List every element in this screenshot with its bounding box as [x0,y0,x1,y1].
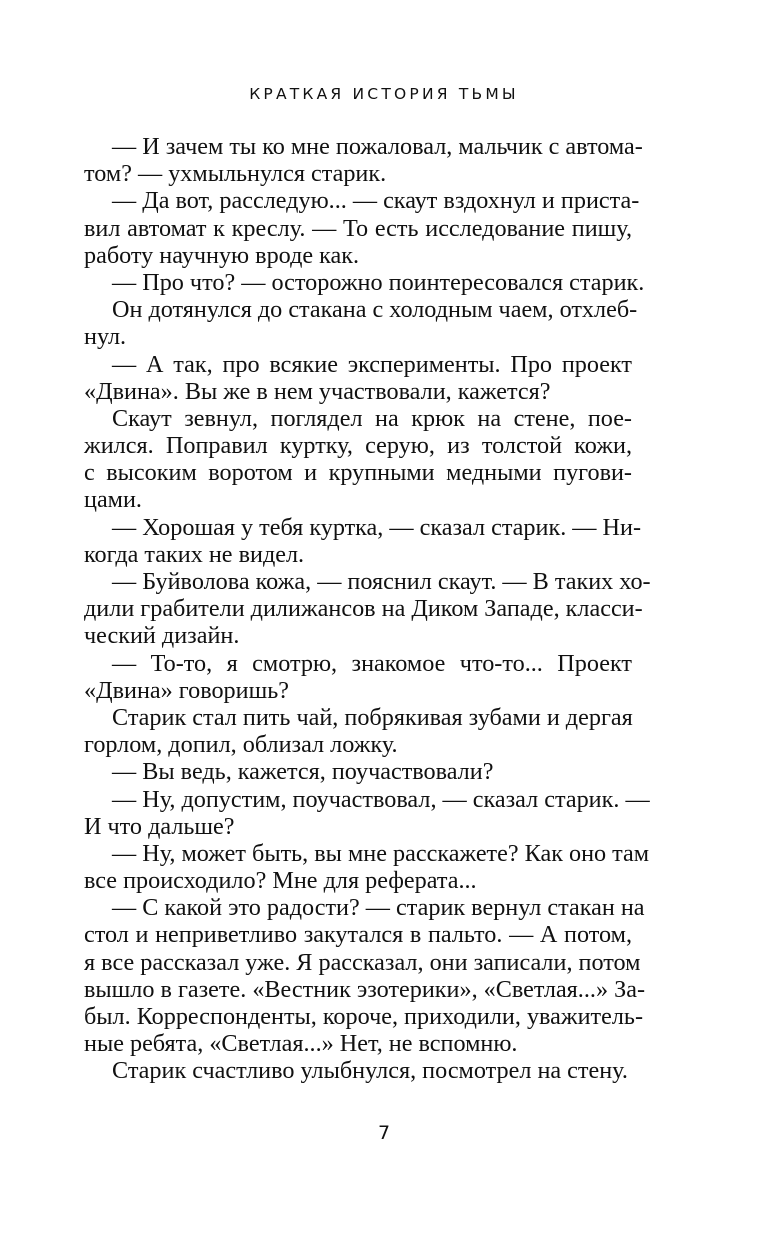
paragraph [84,268,645,296]
text-line: — Да вот, расследую... — скаут вздохнул и приста- [112,187,640,215]
text-line: я все рассказал уже. Я рассказал, они записали, потом [84,948,641,976]
text-line: цами. [84,486,142,514]
text-line: нул. [84,323,127,351]
paragraph [84,650,632,704]
paragraph [84,839,650,895]
text-line: — А так, про всякие эксперименты. Про проект [112,350,632,378]
text-line: ческий дизайн. [84,622,240,650]
paragraph [84,704,632,758]
text-line: стол и неприветливо закутался в пальто. — А потом, [84,921,632,949]
text-line: дили грабители дилижансов на Диком Западе, класси- [84,595,643,623]
text-line: жился. Поправил куртку, серую, из толстой кожи, [84,432,632,460]
paragraph [84,785,650,840]
paragraph [84,405,632,514]
paragraph [84,568,651,650]
paragraph [84,894,646,1058]
paragraph [84,296,638,351]
text-line: — Буйволова кожа, — пояснил скаут. — В таких хо- [112,568,651,595]
text-line: работу научную вроде как. [84,241,360,269]
text-line: вил автомат к креслу. — То есть исследование пишу, [84,214,632,242]
paragraph [84,133,643,188]
page-number: 7 [377,1122,391,1144]
text-line: Он дотянулся до стакана с холодным чаем, отхлеб- [112,296,638,324]
text-line: ные ребята, «Светлая...» Нет, не вспомню. [84,1030,518,1058]
paragraph [84,513,642,568]
text-line: «Двина» говоришь? [84,676,289,704]
text-line: все происходило? Мне для реферата... [84,867,477,895]
text-line: Скаут зевнул, поглядел на крюк на стене, пое- [112,404,632,432]
text-line: «Двина». Вы же в нем участвовали, кажется? [84,377,551,405]
text-line: И что дальше? [84,812,235,840]
body-text [84,133,651,1085]
text-line: был. Корреспонденты, короче, приходили, уважитель- [84,1003,644,1030]
text-line: — С какой это радости? — старик вернул стакан на [112,894,645,922]
paragraph [84,351,632,405]
text-line: — Про что? — осторожно поинтересовался старик. [112,268,645,296]
paragraph [84,1057,632,1084]
text-line: горлом, допил, облизал ложку. [84,731,398,759]
running-head: КРАТКАЯ ИСТОРИЯ ТЬМЫ [249,85,519,103]
text-line: — И зачем ты ко мне пожаловал, мальчик с автома- [112,133,643,160]
paragraph [84,187,640,269]
text-line: — Ну, может быть, вы мне расскажете? Как оно там [112,839,650,867]
paragraph [84,758,632,785]
text-line: вышло в газете. «Вестник эзотерики», «Светлая...» За- [84,975,646,1003]
text-line: с высоким воротом и крупными медными пугови- [84,459,632,487]
text-line: том? — ухмыльнулся старик. [84,160,387,188]
text-line: Старик стал пить чай, побрякивая зубами и дергая [112,703,633,731]
text-line: когда таких не видел. [84,540,305,568]
text-line: — Вы ведь, кажется, поучаствовали? [112,758,494,786]
text-line: — То-то, я смотрю, знакомое что-то... Проект [112,649,632,677]
text-line: Старик счастливо улыбнулся, посмотрел на стену. [112,1057,628,1085]
text-line: — Ну, допустим, поучаствовал, — сказал старик. — [112,785,650,813]
text-line: — Хорошая у тебя куртка, — сказал старик. — Ни- [112,513,642,541]
